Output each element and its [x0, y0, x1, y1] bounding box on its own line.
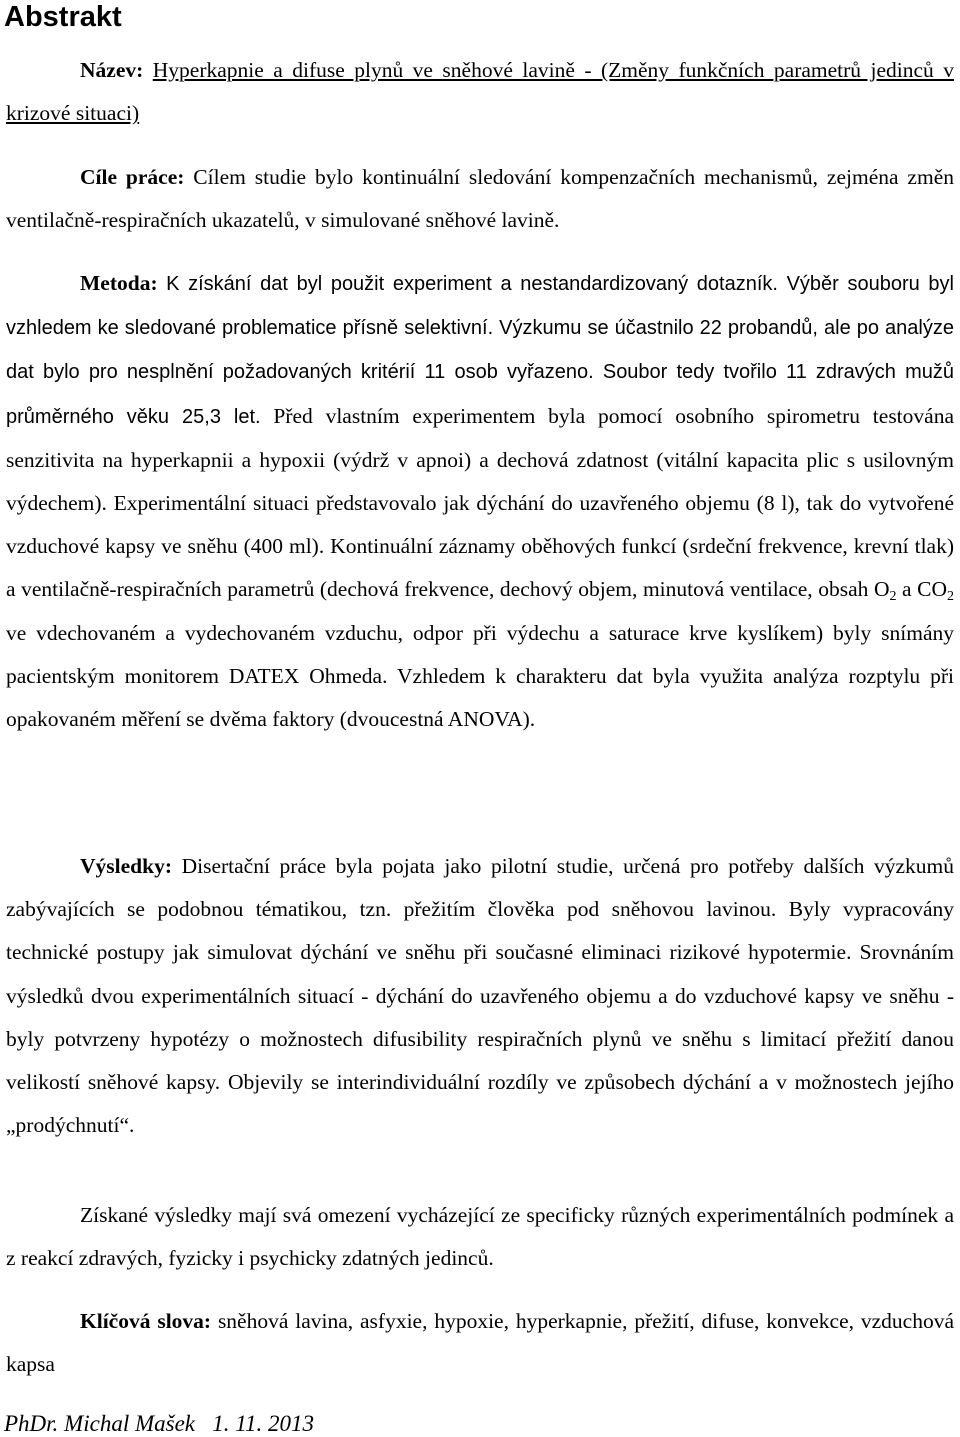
- klicova-label: Klíčová slova:: [80, 1309, 212, 1333]
- ziskane-paragraph: Získané výsledky mají svá omezení vycházející ze specificky různých experimentálních podmínek a z reakcí zdravých, fyzicky i psychicky zdatných jedinců.: [6, 1203, 954, 1271]
- cile-paragraph: [6, 156, 954, 242]
- nazev-label: Název:: [80, 58, 144, 82]
- footer-date: 1. 11. 2013: [212, 1411, 315, 1436]
- metoda-label: Metoda:: [80, 271, 158, 295]
- cile-label: Cíle práce:: [80, 165, 185, 189]
- co2-subscript: 2: [946, 589, 954, 605]
- klicova-text: sněhová lavina, asfyxie, hypoxie, hyperkapnie, přežití, difuse, konvekce, vzduchová kapsa: [6, 1309, 954, 1377]
- nazev-text: Hyperkapnie a difuse plynů ve sněhové lavině - (Změny funkčních parametrů jedinců v krizové situaci): [6, 58, 954, 126]
- metoda-text-sans: K získání dat byl použit experiment a nestandardizovaný dotazník. Výběr souboru byl vzhledem ke sledované problematice přísně selektivní. Výzkumu se účastnilo 22 probandů, ale po analýze dat bylo pro nesplnění požadovaných kritérií 11 osob vyřazeno. Soubor tedy tvořilo 11 zdravých mužů průměrného věku 25,3 let.: [6, 273, 955, 428]
- footer: [4, 1411, 314, 1437]
- cile-text: Cílem studie bylo kontinuální sledování kompenzačních mechanismů, zejména změn ventilačně-respiračních ukazatelů, v simulované sněhové lavině.: [6, 165, 954, 233]
- metoda-paragraph: [6, 262, 954, 741]
- page-title: Abstrakt: [4, 1, 122, 33]
- o2-subscript: 2: [889, 589, 897, 605]
- metoda-text-3: ve vdechovaném a vydechovaném vzduchu, odpor při výdechu a saturace krve kyslíkem) byly snímány pacientským monitorem DATEX Ohmeda. Vzhledem k charakteru dat byla využita analýza rozptylu při opakovaném měření se dvěma faktory (dvoucestná ANOVA).: [6, 620, 954, 732]
- klicova-paragraph: [6, 1300, 954, 1386]
- vysledky-paragraph: [6, 845, 954, 1147]
- vysledky-label: Výsledky:: [80, 854, 172, 878]
- footer-author: PhDr. Michal Mašek: [4, 1411, 195, 1436]
- metoda-text-1: Před vlastním experimentem byla pomocí osobního spirometru testována senzitivita na hyperkapnii a hypoxii (výdrž v apnoi) a dechová zdatnost (vitální kapacita plic s usilovným výdechem). Experimentální situaci představovalo jak dýchání do uzavřeného objemu (8 l), tak do vytvořené vzduchové kapsy ve sněhu (400 ml). Kontinuální záznamy oběhových funkcí (srdeční frekvence, krevní tlak) a ventilačně-respiračních parametrů (dechová frekvence, dechový objem, minutová ventilace, obsah O: [6, 403, 954, 602]
- metoda-text-2: a CO: [896, 577, 947, 602]
- nazev-paragraph: [6, 49, 954, 135]
- vysledky-text: Disertační práce byla pojata jako pilotní studie, určená pro potřeby dalších výzkumů zabývajících se podobnou tématikou, tzn. přežitím člověka pod sněhovou lavinou. Byly vypracovány technické postupy jak simulovat dýchání ve sněhu při současné eliminaci rizikové hypotermie. Srovnáním výsledků dvou experimentálních situací - dýchání do uzavřeného objemu a do vzduchové kapsy ve sněhu - byly potvrzeny hypotézy o možnostech difusibility respiračních plynů ve sněhu s limitací přežití danou velikostí sněhové kapsy. Objevily se interindividuální rozdíly ve způsobech dýchání a v možnostech jejího „prodýchnutí“.: [6, 854, 955, 1138]
